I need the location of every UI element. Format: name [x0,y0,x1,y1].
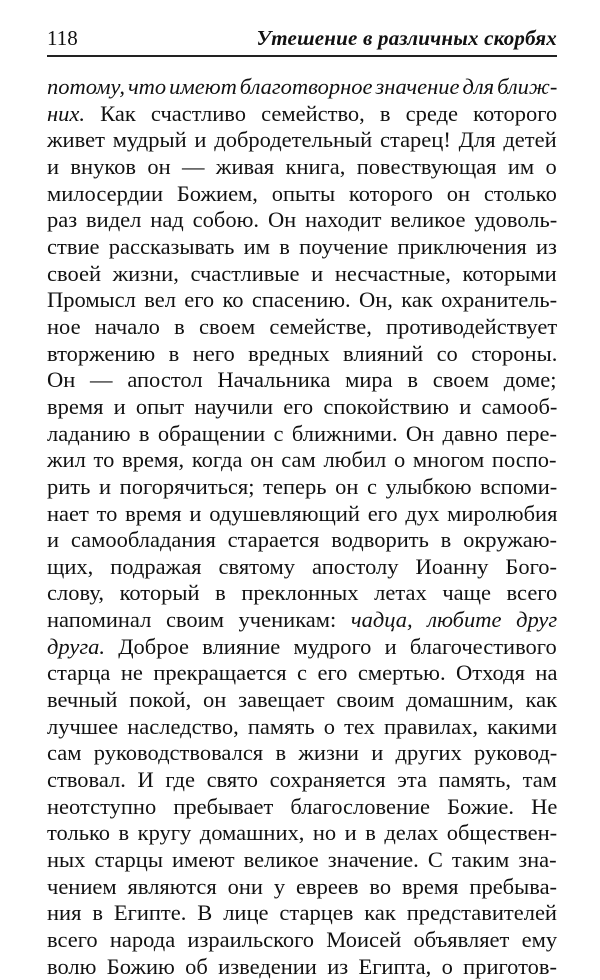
page-header [47,21,557,51]
text-line [47,314,557,341]
text-segment: и внуков он — живая книга, повествующая им о [47,153,557,179]
text-line [47,234,557,261]
text-line [47,767,557,794]
text-segment: время и опыт научили его спокойствию и самооб- [47,393,558,419]
text-line [47,447,557,474]
italic-text-segment: них. [47,100,86,126]
text-segment: старца не прекращается с его смертью. Отходя на [47,660,558,686]
text-segment: лучшее наследство, память о тех правилах, какими [47,713,557,739]
text-line [47,501,557,528]
text-line [47,474,557,501]
text-segment: ствовал. И где свято сохраняется эта память, там [47,767,557,793]
text-segment: жил то время, когда он сам любил о многом поспо- [47,447,557,473]
italic-text-segment: друга. [47,633,105,659]
text-line [47,580,557,607]
text-line [47,207,557,234]
text-line [47,74,557,101]
text-segment: напоминал своим ученикам: [47,607,351,633]
text-segment: раз видел над собою. Он находит великое удоволь- [47,207,558,233]
page-body-text [47,74,557,980]
text-segment: слову, который в преклонных летах чаще всего [47,580,558,606]
text-segment: сам руководствовался в жизни и других руковод- [47,740,558,766]
text-line [47,714,557,741]
text-segment: вечный покой, он завещает своим домашним, как [47,687,558,713]
text-line [47,740,557,767]
text-line [47,954,557,980]
text-segment: Промысл вел его ко спасению. Он, как охранитель- [47,287,558,313]
text-segment: чением являются они у евреев во время пребыва- [47,873,558,899]
text-segment: Он — апостол Начальника мира в своем доме; [47,367,557,393]
text-line [47,421,557,448]
text-segment: милосердии Божием, опыты которого он столько [47,180,557,206]
text-line [47,554,557,581]
text-line [47,154,557,181]
text-segment: живет мудрый и добродетельный старец! Для детей [47,127,557,153]
text-segment: и самообладания старается водворить в окружаю- [47,527,558,553]
text-segment: неотступно пребывает благословение Божие. Не [47,793,558,819]
page-number: 118 [47,26,78,50]
running-title: Утешение в различных скорбях [256,26,557,50]
header-rule [47,55,557,57]
text-line [47,927,557,954]
text-line [47,287,557,314]
text-segment: только в кругу домашних, но и в делах обществен- [47,820,558,846]
text-segment: ладанию в обращении с ближними. Он давно пере- [47,420,557,446]
text-segment: ное начало в своем семействе, противодействует [47,313,558,339]
text-line [47,874,557,901]
text-line [47,181,557,208]
text-line [47,341,557,368]
text-line [47,527,557,554]
text-segment: ния в Египте. В лице старцев как представителей [47,900,557,926]
text-segment: ных старцы имеют великое значение. С таким зна- [47,847,557,873]
text-line [47,101,557,128]
text-segment: ствие рассказывать им в поучение приключения из [47,233,557,259]
text-segment: всего народа израильского Моисей объявляет ему [47,927,558,952]
text-line [47,607,557,634]
text-line [47,847,557,874]
text-line [47,367,557,394]
text-line [47,634,557,661]
text-line [47,261,557,288]
text-segment: Доброе влияние мудрого и благочестивого [104,633,557,659]
italic-text-segment: потому, что имеют благотворное значение для ближ- [47,74,558,99]
text-segment: своей жизни, счастливые и несчастные, которыми [47,260,557,286]
text-segment: нает то время и одушевляющий его дух миролюбия [47,500,558,526]
text-segment: волю Божию об изведении из Египта, о приготов- [47,953,558,979]
italic-text-segment: чадца, любите друг [350,607,558,633]
text-line [47,394,557,421]
text-line [47,127,557,154]
text-segment: рить и погорячиться; теперь он с улыбкою вспоми- [47,473,558,499]
text-line [47,687,557,714]
text-segment: щих, подражая святому апостолу Иоанну Бого- [47,553,557,579]
text-segment: Как счастливо семейство, в среде которого [85,100,558,126]
text-line [47,660,557,687]
text-line [47,900,557,927]
text-line [47,820,557,847]
text-segment: вторжению в него вредных влияний со стороны. [47,340,558,366]
text-line [47,794,557,821]
